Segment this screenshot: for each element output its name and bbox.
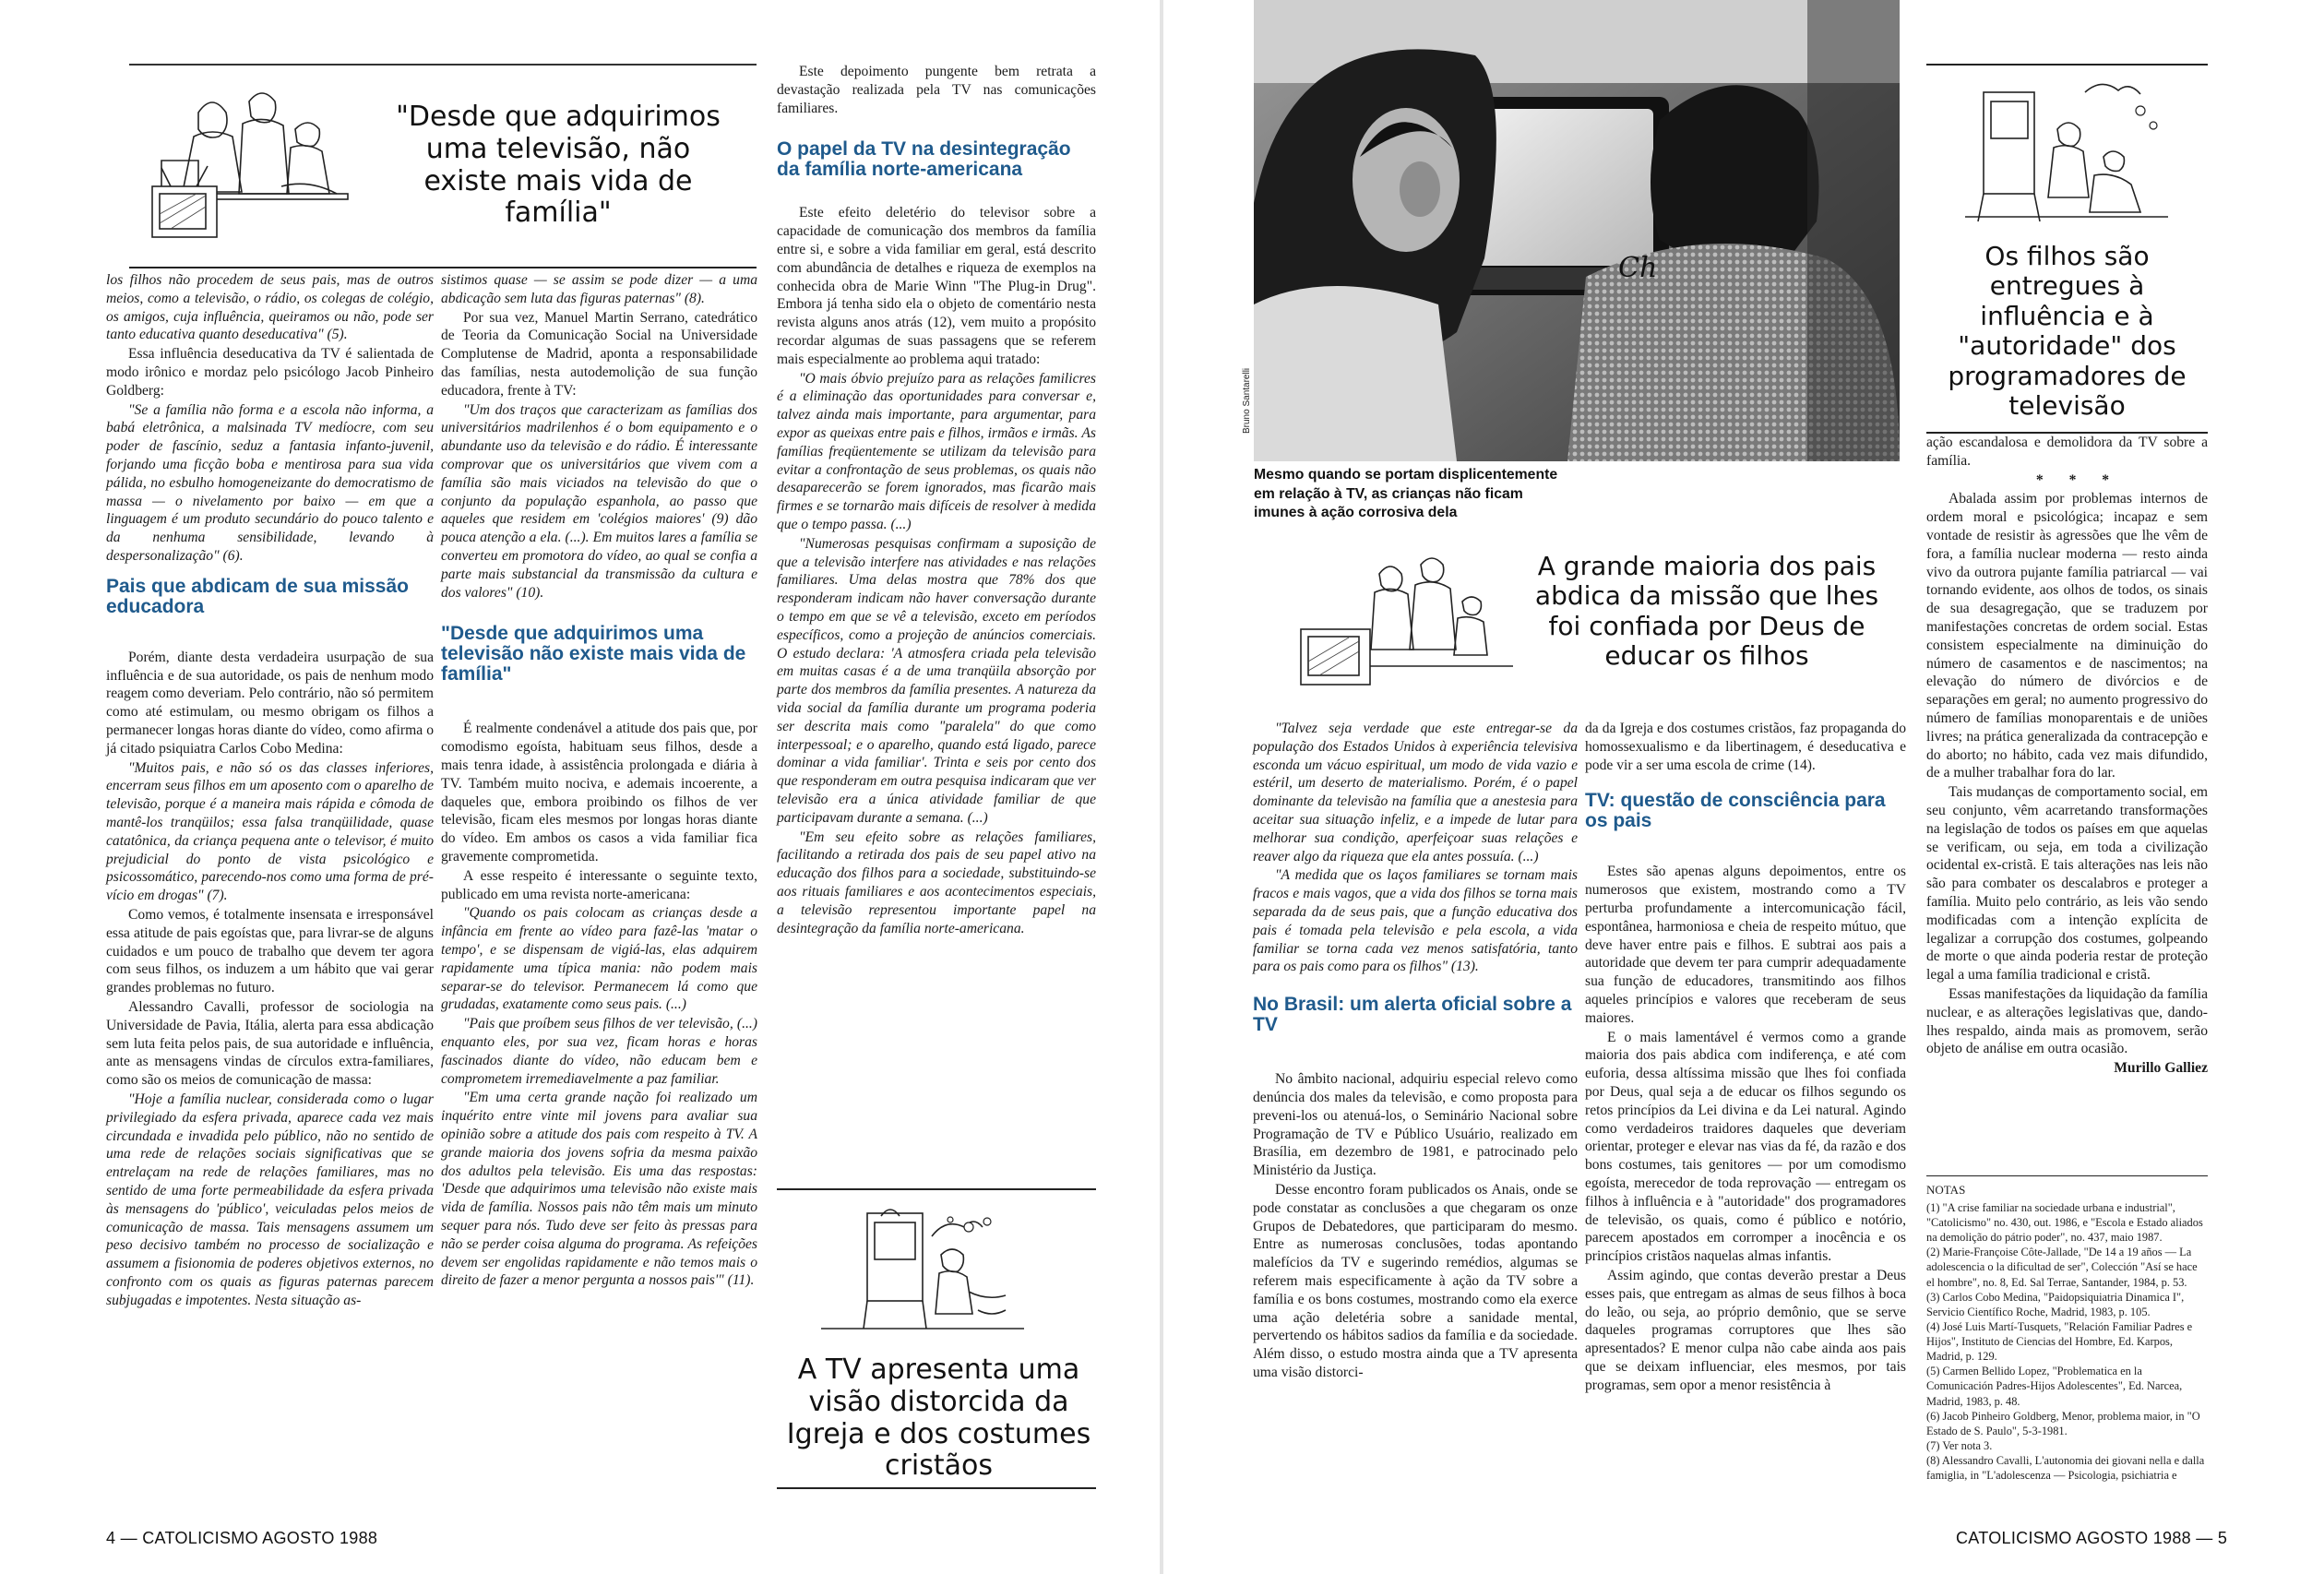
note-item: (7) Ver nota 3.: [1926, 1438, 1993, 1452]
paragraph: E o mais lamentável é vermos como a grande maioria dos pais abdica com indiferença, e até com euforia, dessa altíssima missão que lhes foi confiada por Deus, qual seja a de educar os filhos segundo os retos princípios da Lei divina e da Lei natural. Agindo como verdadeiros traidores daqueles que deveriam orientar, proteger e elevar nas vias da fé, da razão e dos bons costumes, tais genitores — por um comodismo egoísta, merecedor de toda reprovação — entregam os filhos à influência e à "autoridade" dos programadores de televisão, os quais, como é público e notório, parecem apostados em corromper a inocência e os princípios cristãos naquelas almas infantis.: [1585, 1029, 1906, 1265]
header-rule-bottom: [129, 267, 757, 268]
quote-paragraph: "A medida que os laços familiares se tornam mais fracos e mais vagos, que a vida dos filhos se torna mais separada da de seus pais, que a função educativa dos pais é tomada pela televisão e pela escola, a vida familiar se torna cada vez menos satisfatória, tanto para os pais como para os filhos" (13).: [1253, 867, 1578, 975]
paragraph: Porém, diante desta verdadeira usurpação de sua influência e de sua autoridade, os pais de nenhum modo reagem como deveriam. Pelo contrário, não só permitem como até estimulam, ou mesmo obrigam os filhos a permanecer longas horas diante do vídeo, como afirma o já citado psiquiatra Carlos Cobo Medina:: [106, 649, 434, 757]
box-rule-top-right: [1926, 64, 2208, 66]
page-gutter: [1160, 0, 1163, 1574]
right-column-2: [1585, 720, 1906, 1396]
paragraph: los filhos não procedem de seus pais, mas de outros meios, como a televisão, o rádio, os colegas de colégio, os amigos, cuja influência, queiramos ou não, pode ser tanto educativa quanto deseducativa" (5).: [106, 272, 434, 343]
paragraph: Estes são apenas alguns depoimentos, entre os numerosos que existem, mostrando como a TV perturba profundamente a intercomunicação fácil, espontânea, harmoniosa e cheia de respeito mútuo, que deve haver entre pais e filhos. E subtrai aos pais a autoridade que devem ter para cumprir adequadamente sua função de educadores, transmitindo aos filhos aqueles princípios e valores que receberam de seus maiores.: [1585, 864, 1906, 1026]
paragraph: Essa influência deseducativa da TV é salientada de modo irônico e mordaz pelo psicólogo Jacob Pinheiro Goldberg:: [106, 346, 434, 399]
subheading: O papel da TV na desintegração da família norte-americana: [777, 138, 1071, 181]
quote-paragraph: "Hoje a família nuclear, considerada como o lugar privilegiado da esfera privada, aparece cada vez mais circundada e invadida pelo público, não no sentido de uma rede de relações sociais significativas que se entrelaçam na rede de relações familiares, mas no sentido de uma forte permeabilidade da esfera privada às mensagens do 'público', veiculadas pelos meios de comunicação de massa. Tais mensagens assumem um peso decisivo também no processo de socialização e assumem a fisionomia de poderes objetivos externos, no confronto com os quais as figuras paternas parecem subjugadas e impotentes. Nesta situação as-: [106, 1091, 434, 1308]
left-column-1: [106, 271, 434, 1311]
section-separator: * * *: [2035, 471, 2121, 488]
left-column-3: [777, 63, 1096, 938]
photo-image: [1254, 0, 1900, 461]
subheading: No Brasil: um alerta oficial sobre a TV: [1253, 994, 1572, 1036]
note-item: (4) José Luis Martí-Tusquets, "Relación Familiar Padres e Hijos", Instituto de Ciencias del Hombre, Ed. Karpos, Madrid, p. 129.: [1926, 1319, 2193, 1364]
quote-paragraph: "Um dos traços que caracterizam as famílias dos universitários madrilenhos é o bom equipamento e o abundante uso da televisão e do rádio. É interessante comprovar que os universitários que vivem com a família são mais viciados na televisão do que o conjunto da população espanhola, ao passo que aqueles que residem em 'colégios maiores' (9) dão pouca atenção a ela. (...). Em muitos lares a família se converteu em promotora do vídeo, ao qual se confia a parte mais substancial da transmissão da cultura e dos valores" (10).: [441, 401, 757, 601]
pull-quote-mid-right: A grande maioria dos pais abdica da missão que lhes foi confiada por Deus de educar os filhos: [1534, 551, 1879, 672]
pull-quote-top-right: Os filhos são entregues à influência e à "autoridade" dos programadores de televisão: [1948, 241, 2187, 422]
paragraph: Por sua vez, Manuel Martin Serrano, catedrático de Teoria da Comunicação Social na Universidade Complutense de Madrid, aponta a responsabilidade das famílias, nesta autodemolição de sua função educadora, frente à TV:: [441, 309, 757, 399]
right-column-3: [1926, 434, 2208, 1079]
photo-credit: Bruno Santarelli: [1242, 367, 1252, 434]
paragraph: É realmente condenável a atitude dos pais que, por comodismo egoísta, habituam seus filhos, desde a mais tenra idade, à assistência prolongada e diária à TV. Também muito nociva, e ademais incoerente, a daqueles que, embora proibindo os filhos de ver televisão, ficam eles mesmos por longas horas diante do vídeo. Em ambos os casos a vida familiar fica gravemente comprometida.: [441, 721, 757, 865]
page-footer-right: CATOLICISMO AGOSTO 1988 — 5: [1956, 1529, 2228, 1547]
quote-paragraph: "O mais óbvio prejuízo para as relações familicres é a eliminação das oportunidades para conversar e, talvez ainda mais importante, para argumentar, para expor as queixas entre pais e filhos, irmãos e irmãs. As famílias freqüentemente se utilizam da televisão para evitar a confrontação de seus problemas, os quais não desaparecerão se forem ignorados, mas ficarão mais firmes e se tornarão mais difíceis de resolver à medida que o tempo passa. (...): [777, 370, 1096, 533]
quote-paragraph: "Talvez seja verdade que este entregar-se da população dos Estados Unidos à experiência televisiva esconda um vácuo espiritual, um modo de vida vazio e estéril, um deserto de materialismo. Porém, é o papel dominante da televisão na família que a anestesia para aceitar sua situação infeliz, e a impede de lutar para melhorar sua condição, aperfeiçoar suas relações e reaver algo da riqueza que ela antes possuía. (...): [1253, 721, 1578, 865]
box-rule-top: [777, 1188, 1096, 1190]
page-footer-left: 4 — CATOLICISMO AGOSTO 1988: [106, 1529, 378, 1547]
children-tv-illustration: [1956, 74, 2177, 235]
paragraph: Como vemos, é totalmente insensata e irresponsável essa atitude de pais egoístas que, para livrar-se de alguns cuidados e um pouco de trabalho que devem ter agora com seus filhos, os induzem a um hábito que vai gerar grandes problemas no futuro.: [106, 907, 434, 996]
screen-text: Ch: [1618, 252, 1658, 284]
paragraph: Assim agindo, que contas deverão prestar a Deus esses pais, que entregam as almas de seus filhos à boca do leão, ou seja, ao próprio demônio, que se serve daqueles programas corruptores que lhes são apresentados? E menor culpa não cabe ainda aos pais que se deixam influenciar, eles mesmos, por tais programas, sem opor a menor resistência à: [1585, 1268, 1906, 1393]
pull-quote-top-left: "Desde que adquirimos uma televisão, não existe mais vida de família": [396, 101, 721, 230]
photo-children-watching-tv: [1254, 0, 1900, 461]
notes-title: NOTAS: [1926, 1183, 1966, 1197]
quote-paragraph: "Muitos pais, e não só os das classes inferiores, encerram seus filhos em um aposento com o aparelho de televisão, porque é a maneira mais rápida e cômoda de mantê-los tranqüilos; essa falsa tranqüilidade, quase catatônica, da criança pequena ante o televisor, é muito prejudicial do ponto de vista psicológico e psicossomático, parecendo-nos como uma forma de pré-vício em drogas" (7).: [106, 759, 434, 904]
footnotes: [1926, 1183, 2208, 1483]
family-watching-tv-illustration: [143, 76, 369, 246]
left-column-2: [441, 271, 757, 1291]
quote-paragraph: "Em uma certa grande nação foi realizado um inquérito entre vinte mil jovens para avaliar sua opinião sobre a atitude dos pais com respeito à TV. A grande maioria dos jovens sofria da mesma paixão dos adultos pela televisão. Eis uma das respostas: 'Desde que adquirimos uma televisão não existe mais vida de família. Nossos pais não têm mais um minuto sequer para nós. Tudo deve ser feito às pressas para não se perder coisa alguma do programa. As refeições devem ser engolidas rapidamente e não temos mais o direito de fazer a menor pergunta a nossos pais'" (11).: [441, 1090, 757, 1289]
quote-paragraph: "Pais que proíbem seus filhos de ver televisão, (...) enquanto eles, por sua vez, ficam horas e horas fascinados diante do vídeo, não educam bem e comprometem irremediavelmente a paz familiar.: [441, 1016, 757, 1087]
note-item: (5) Carmen Bellido Lopez, "Problematica en la Comunicación Padres-Hijos Adolescentes", Ed. Narcea, Madrid, 1983, p. 48.: [1926, 1365, 2183, 1408]
note-item: (8) Alessandro Cavalli, L'autonomia dei giovani nella e dalla famiglia, in "L'adolescenza — Psicologia, psichiatria e: [1926, 1454, 2205, 1483]
note-item: (3) Carlos Cobo Medina, "Paidopsiquiatria Dinamica I", Servicio Científico Roche, Madrid, 1983, p. 105.: [1926, 1290, 2185, 1318]
right-column-1: [1253, 720, 1578, 1383]
quote-paragraph: "Quando os pais colocam as crianças desde a infância em frente ao vídeo para fazê-las 'matar o tempo', e se dispensam de vigiá-las, elas adquirem rapidamente uma típica mania: não podem mais separar-se do televisor. Permanecem lá como que grudadas, exatamente como seus pais. (...): [441, 905, 757, 1013]
paragraph: Tais mudanças de comportamento social, em seu conjunto, vêm acarretando transformações na legislação de todos os países em que aquelas se verificam, ou seja, em toda a civilização ocidental ex-cristã. E tais alterações nas leis não são para combater os descalabros e proteger a família. Muito pelo contrário, as leis vão sendo modificadas com a intenção explícita de legalizar a corrupção dos costumes, golpeando de morte o que ainda poderia restar de proteção legal a uma família tradicional e cristã.: [1926, 784, 2208, 984]
author-signature: Murillo Galliez: [2114, 1060, 2208, 1077]
child-tv-illustration: [812, 1199, 1033, 1352]
paragraph: ação escandalosa e demolidora da TV sobre a família.: [1926, 435, 2208, 469]
paragraph: Essas manifestações da liquidação da família nuclear, e as alterações legislativas que, dando-lhes respaldo, ainda mais as promovem, serão objeto de análise em outra ocasião.: [1926, 985, 2209, 1057]
note-item: (2) Marie-Françoise Côte-Jallade, "De 14 a 19 años — La adolescencia o la dificultad de ser", Colección "Así se hace el hombre", no. 8, Ed. Sal Terrae, Santander, 1984, p. 53.: [1926, 1246, 2198, 1289]
photo-caption: Mesmo quando se portam displicentemente em relação à TV, as crianças não ficam imunes à ação corrosiva dela: [1254, 467, 1558, 521]
paragraph: Alessandro Cavalli, professor de sociologia na Universidade de Pavia, Itália, alerta para essa abdicação sem luta feita pelos pais, de sua autoridade e influência, ante as mensagens vindas de círculos extra-familiares, como são os meios de comunicação de massa:: [106, 998, 434, 1089]
quote-paragraph: "Se a família não forma e a escola não informa, a babá eletrônica, a malsinada TV medíocre, com seu poder de fascínio, seduz a fantasia infanto-juvenil, forjando uma ficção boba e mentirosa para sua vida pálida, no esbulho homogeneizante do democratismo de massa — o nivelamento por baixo — em que a linguagem é um produto secundário do pouco talento e da nenhuma sensibilidade, levando à despersonalização" (6).: [106, 401, 434, 564]
family-tv-illustration: [1292, 546, 1522, 703]
paragraph: Abalada assim por problemas internos de ordem moral e psicológica; incapaz e sem vontade de resistir às agressões que lhe vêm de fora, a família nuclear moderna — resto ainda vivo da outrora pujante família patriarcal — vai tornando evidente, aos olhos de todos, os sinais de sua desagregação, que se traduzem por manifestações concretas de ordem social. Estas consistem especialmente na diminuição do número de casamentos e de nascimentos; na elevação do número de divórcios e de separações em geral; no aumento progressivo do número de famílias monoparentais e de uniões livres; na prática generalizada da contracepção e do aborto; no hábito, cada vez mais difundido, de a mulher trabalhar fora do lar.: [1926, 491, 2208, 781]
paragraph: Desse encontro foram publicados os Anais, onde se pode constatar as conclusões a que chegaram os onze Grupos de Debatedores, que participaram do mesmo. Entre as numerosas conclusões, todas apontando malefícios da TV e sugerindo remédios, algumas se referem mais especificamente à ação da TV sobre a família e os bons costumes, mostrando como ela exerce uma ação deletéria sobre a sanidade mental, pervertendo os hábitos sadios da família e da sociedade. Além disso, o estudo mostra ainda que a TV apresenta uma visão distorci-: [1253, 1182, 1578, 1380]
paragraph: da da Igreja e dos costumes cristãos, faz propaganda do homossexualismo e da libertinagem, é deseducativa e pode vir a ser uma escola de crime (14).: [1585, 721, 1906, 773]
header-rule: [129, 64, 757, 66]
subheading: Pais que abdicam de sua missão educadora: [106, 575, 409, 617]
notes-rule: [1926, 1175, 2208, 1176]
subheading: "Desde que adquirimos uma televisão não existe mais vida de família": [441, 623, 746, 686]
box-rule-bottom: [777, 1487, 1096, 1489]
paragraph: No âmbito nacional, adquiriu especial relevo como denúncia dos males da televisão, e como proposta para preveni-los ou atenuá-los, o Seminário Nacional sobre Programação de TV e Público Usuário, realizado em Brasília, em dezembro de 1981, e patrocinado pelo Ministério da Justiça.: [1253, 1071, 1578, 1179]
paragraph: Este efeito deletério do televisor sobre a capacidade de comunicação dos membros da família entre si, e sobre a vida familiar em geral, está descrito com abundância de detalhes e riqueza de exemplos na conhecida obra de Marie Winn "The Plug-in Drug". Embora já tenha sido ela o objeto de comentário nesta revista alguns anos atrás (12), vem muito a propósito recordar algumas de suas passagens que se referem mais especialmente ao problema aqui tratado:: [777, 205, 1096, 367]
quote-paragraph: sistimos quase — se assim se pode dizer — a uma abdicação sem luta das figuras paternas" (8).: [441, 272, 757, 306]
paragraph: Este depoimento pungente bem retrata a devastação realizada pela TV nas comunicações familiares.: [777, 64, 1096, 116]
quote-paragraph: "Em seu efeito sobre as relações familiares, facilitando a retirada dos pais de seu papel ativo na educação dos filhos para a sociedade, substituindo-se aos rituais familiares e aos acontecimentos especiais, a televisão representou importante papel na desintegração da família norte-americana.: [777, 829, 1096, 936]
paragraph: A esse respeito é interessante o seguinte texto, publicado em uma revista norte-americana:: [441, 867, 757, 902]
subheading: TV: questão de consciência para os pais: [1585, 790, 1886, 832]
pull-quote-bottom-left: A TV apresenta uma visão distorcida da Igreja e dos costumes cristãos: [786, 1353, 1091, 1483]
note-item: (6) Jacob Pinheiro Goldberg, Menor, problema maior, in "O Estado de S. Paulo", 5-3-1981.: [1926, 1409, 2200, 1437]
quote-paragraph: "Numerosas pesquisas confirmam a suposição de que a televisão interfere nas atividades e nas relações familiares. Uma delas mostra que 78% dos que responderam indicam não haver conversação durante o tempo em que se vê a televisão, exceto em períodos específicos, como a projeção de anúncios comerciais. O estudo declara: 'A atmosfera criada pela televisão em muitas casas é a de uma tranqüila absorção por parte dos membros da família presentes. A natureza da vida social da família durante um programa poderia ser descrita mais como "paralela" do que como interpessoal; e o aparelho, quando está ligado, parece dominar a vida familiar'. Trinta e seis por cento dos que responderam em outra pesquisa indicaram que ver televisão era a única atividade familiar de que participavam durante a semana. (...): [777, 535, 1096, 826]
note-item: (1) "A crise familiar na sociedade urbana e industrial", "Catolicismo" no. 430, out. 1986, e "Escola e Estado aliados na demolição do pátrio poder", no. 437, maio 1987.: [1926, 1200, 2203, 1245]
